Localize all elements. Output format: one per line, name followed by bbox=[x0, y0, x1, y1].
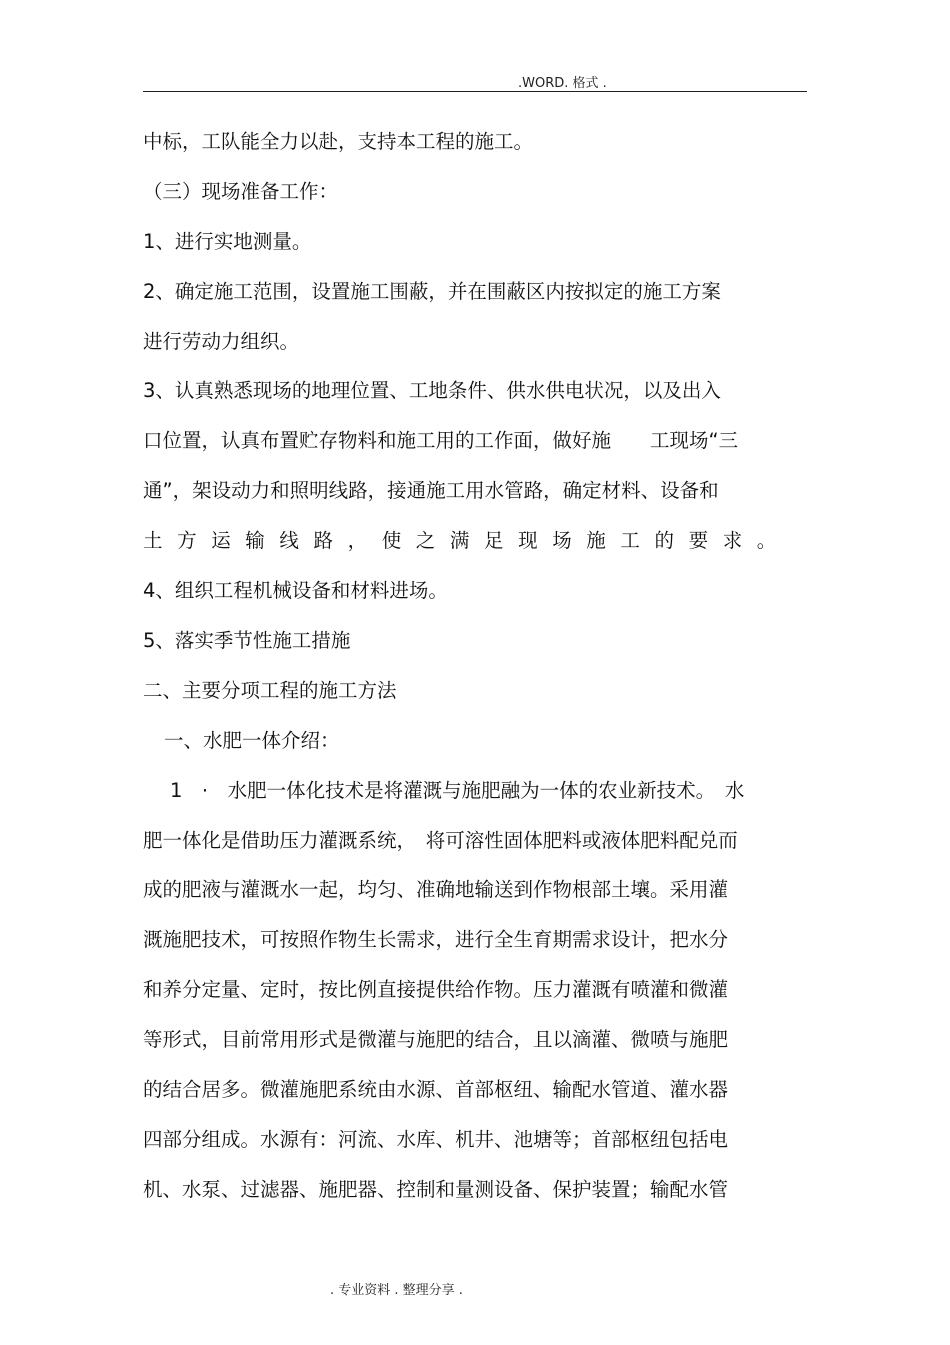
paragraph-line: 口位置，认真布置贮存物料和施工用的工作面，做好施 工现场“三 bbox=[143, 429, 739, 452]
header-text: .WORD. 格式 . bbox=[518, 76, 607, 91]
list-item: 2、确定施工范围，设置施工围蔽，并在围蔽区内按拟定的施工方案 bbox=[143, 280, 721, 303]
paragraph-line: 成的肥液与灌溉水一起，均匀、准确地输送到作物根部土壤。采用灌 bbox=[143, 878, 729, 901]
list-item: 4、组织工程机械设备和材料进场。 bbox=[143, 579, 448, 602]
paragraph-line: 中标，工队能全力以赴，支持本工程的施工。 bbox=[143, 130, 534, 153]
page-header bbox=[0, 70, 950, 90]
paragraph-line: 土方运输线路，使之满足现场施工的要求。 bbox=[143, 529, 791, 552]
section-heading: （三）现场准备工作： bbox=[143, 180, 339, 203]
paragraph-line: 和养分定量、定时，按比例直接提供给作物。压力灌溉有喷灌和微灌 bbox=[143, 978, 729, 1001]
paragraph-line: 进行劳动力组织。 bbox=[143, 330, 300, 353]
list-item: 3、认真熟悉现场的地理位置、工地条件、供水供电状况，以及出入 bbox=[143, 379, 721, 402]
list-item: 1、进行实地测量。 bbox=[143, 230, 312, 253]
section-heading: 二、主要分项工程的施工方法 bbox=[143, 679, 397, 702]
paragraph-line: 通”，架设动力和照明线路，接通施工用水管路，确定材料、设备和 bbox=[143, 479, 719, 502]
paragraph-line: 等形式，目前常用形式是微灌与施肥的结合，且以滴灌、微喷与施肥 bbox=[143, 1028, 729, 1051]
paragraph-line: 机、水泵、过滤器、施肥器、控制和量测设备、保护装置；输配水管 bbox=[143, 1178, 729, 1201]
list-item: 5、落实季节性施工措施 bbox=[143, 629, 351, 652]
page-footer: . 专业资料 . 整理分享 . bbox=[330, 1283, 463, 1298]
paragraph-line: 四部分组成。水源有：河流、水库、机井、池塘等；首部枢纽包括电 bbox=[143, 1128, 729, 1151]
header-divider bbox=[143, 91, 807, 92]
paragraph-line: 的结合居多。微灌施肥系统由水源、首部枢纽、输配水管道、灌水器 bbox=[143, 1078, 729, 1101]
paragraph-line: 肥一体化是借助压力灌溉系统， 将可溶性固体肥料或液体肥料配兑而 bbox=[143, 829, 738, 852]
paragraph-line: 1 · 水肥一体化技术是将灌溉与施肥融为一体的农业新技术。 水 bbox=[170, 779, 745, 802]
subsection-heading: 一、水肥一体介绍： bbox=[164, 729, 340, 752]
paragraph-line: 溉施肥技术，可按照作物生长需求，进行全生育期需求设计，把水分 bbox=[143, 928, 729, 951]
